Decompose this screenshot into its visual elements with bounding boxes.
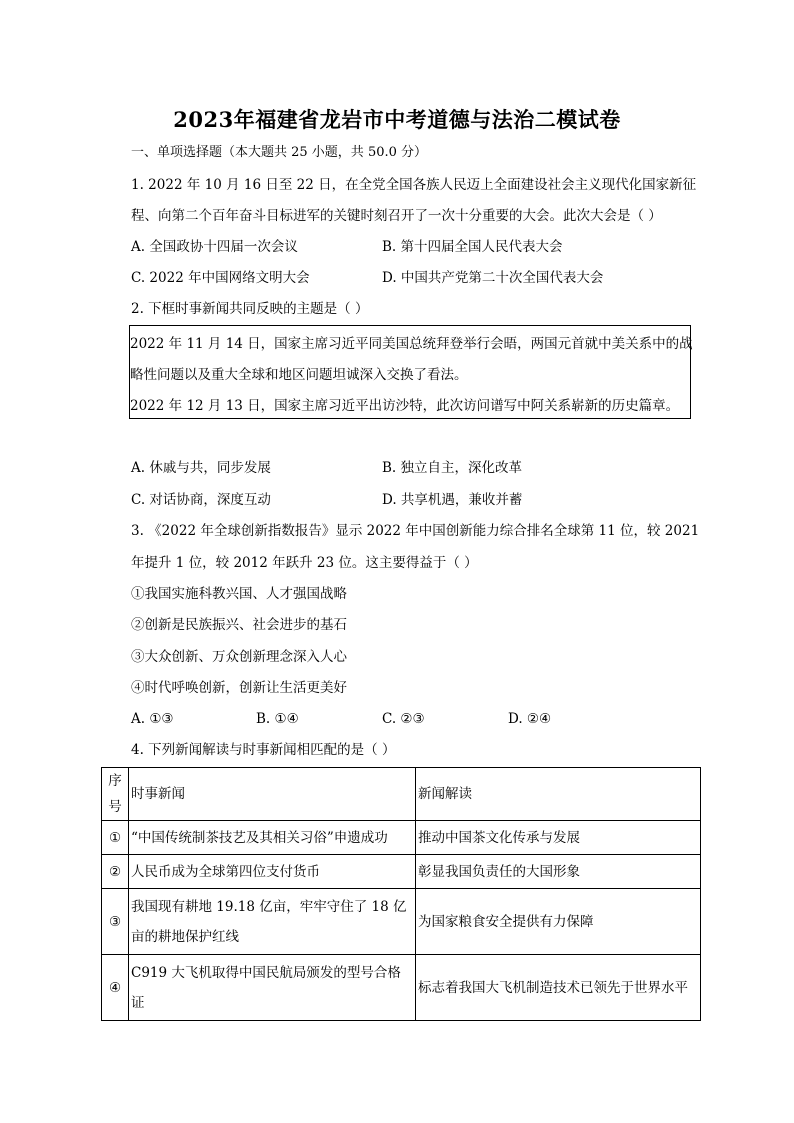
header-cell-news: 时事新闻 — [129, 768, 416, 821]
row-news: 人民币成为全球第四位支付货币 — [129, 855, 416, 889]
q3-stem-line1: 3. 《2022 年全球创新指数报告》显示 2022 年中国创新能力综合排名全球第 11 位，较 2021 — [131, 523, 700, 539]
row-news: C919 大飞机取得中国民航局颁发的型号合格证 — [129, 955, 416, 1021]
row-number: ① — [102, 821, 129, 855]
q2-option-c: C. 对话协商，深度互动 — [131, 492, 271, 508]
q1-option-a: A. 全国政协十四届一次会议 — [131, 239, 298, 255]
row-interpretation: 推动中国茶文化传承与发展 — [416, 821, 701, 855]
q2-option-d: D. 共享机遇，兼收并蓄 — [382, 492, 523, 508]
q3-statement-4: ④时代呼唤创新，创新让生活更美好 — [131, 680, 347, 696]
q1-option-d: D. 中国共产党第二十次全国代表大会 — [382, 270, 604, 286]
row-interpretation: 标志着我国大飞机制造技术已领先于世界水平 — [416, 955, 701, 1021]
row-interpretation: 彰显我国负责任的大国形象 — [416, 855, 701, 889]
header-cell-no: 序号 — [102, 768, 129, 821]
q3-option-c: C. ②③ — [382, 711, 425, 727]
row-number: ④ — [102, 955, 129, 1021]
q4-stem: 4. 下列新闻解读与时事新闻相匹配的是（ ） — [131, 742, 396, 758]
row-number: ② — [102, 855, 129, 889]
q2-option-b: B. 独立自主，深化改革 — [382, 460, 523, 476]
q3-stem-line2: 年提升 1 位，较 2012 年跃升 23 位。这主要得益于（ ） — [131, 555, 478, 571]
row-number: ③ — [102, 889, 129, 955]
q2-news-box — [129, 325, 691, 419]
q2-news-line1: 2022 年 11 月 14 日，国家主席习近平同美国总统拜登举行会晤，两国元首就中美关系中的战 — [130, 336, 693, 352]
row-interpretation: 为国家粮食安全提供有力保障 — [416, 889, 701, 955]
table-row — [102, 889, 701, 955]
q1-option-b: B. 第十四届全国人民代表大会 — [382, 239, 563, 255]
q2-news-line3: 2022 年 12 月 13 日，国家主席习近平出访沙特，此次访问谱写中阿关系崭新的历史篇章。 — [130, 398, 680, 414]
row-news: “中国传统制茶技艺及其相关习俗”申遗成功 — [129, 821, 416, 855]
q2-news-line2: 略性问题以及重大全球和地区问题坦诚深入交换了看法。 — [130, 367, 468, 383]
header-cell-interpretation: 新闻解读 — [416, 768, 701, 821]
table-row — [102, 821, 701, 855]
q2-option-a: A. 休戚与共，同步发展 — [131, 460, 271, 476]
exam-title: 2023年福建省龙岩市中考道德与法治二模试卷 — [173, 107, 621, 132]
section-heading: 一、单项选择题（本大题共 25 小题，共 50.0 分） — [131, 145, 428, 160]
table-header-row — [102, 768, 701, 821]
q1-option-c: C. 2022 年中国网络文明大会 — [131, 270, 310, 286]
table-row — [102, 855, 701, 889]
q3-option-d: D. ②④ — [508, 711, 552, 727]
q3-option-b: B. ①④ — [256, 711, 299, 727]
q3-statement-1: ①我国实施科教兴国、人才强国战略 — [131, 586, 347, 602]
q3-statement-3: ③大众创新、万众创新理念深入人心 — [131, 649, 347, 665]
q1-stem-line2: 程、向第二个百年奋斗目标进军的关键时刻召开了一次十分重要的大会。此次大会是（ ） — [131, 208, 662, 224]
q2-stem: 2. 下框时事新闻共同反映的主题是（ ） — [131, 301, 369, 317]
q1-stem-line1: 1. 2022 年 10 月 16 日至 22 日，在全党全国各族人民迈上全面建设社会主义现代化国家新征 — [131, 177, 697, 193]
q4-news-table — [101, 767, 701, 1021]
q3-option-a: A. ①③ — [131, 711, 174, 727]
q3-statement-2: ②创新是民族振兴、社会进步的基石 — [131, 617, 347, 633]
table-row — [102, 955, 701, 1021]
row-news: 我国现有耕地 19.18 亿亩，牢牢守住了 18 亿亩的耕地保护红线 — [129, 889, 416, 955]
